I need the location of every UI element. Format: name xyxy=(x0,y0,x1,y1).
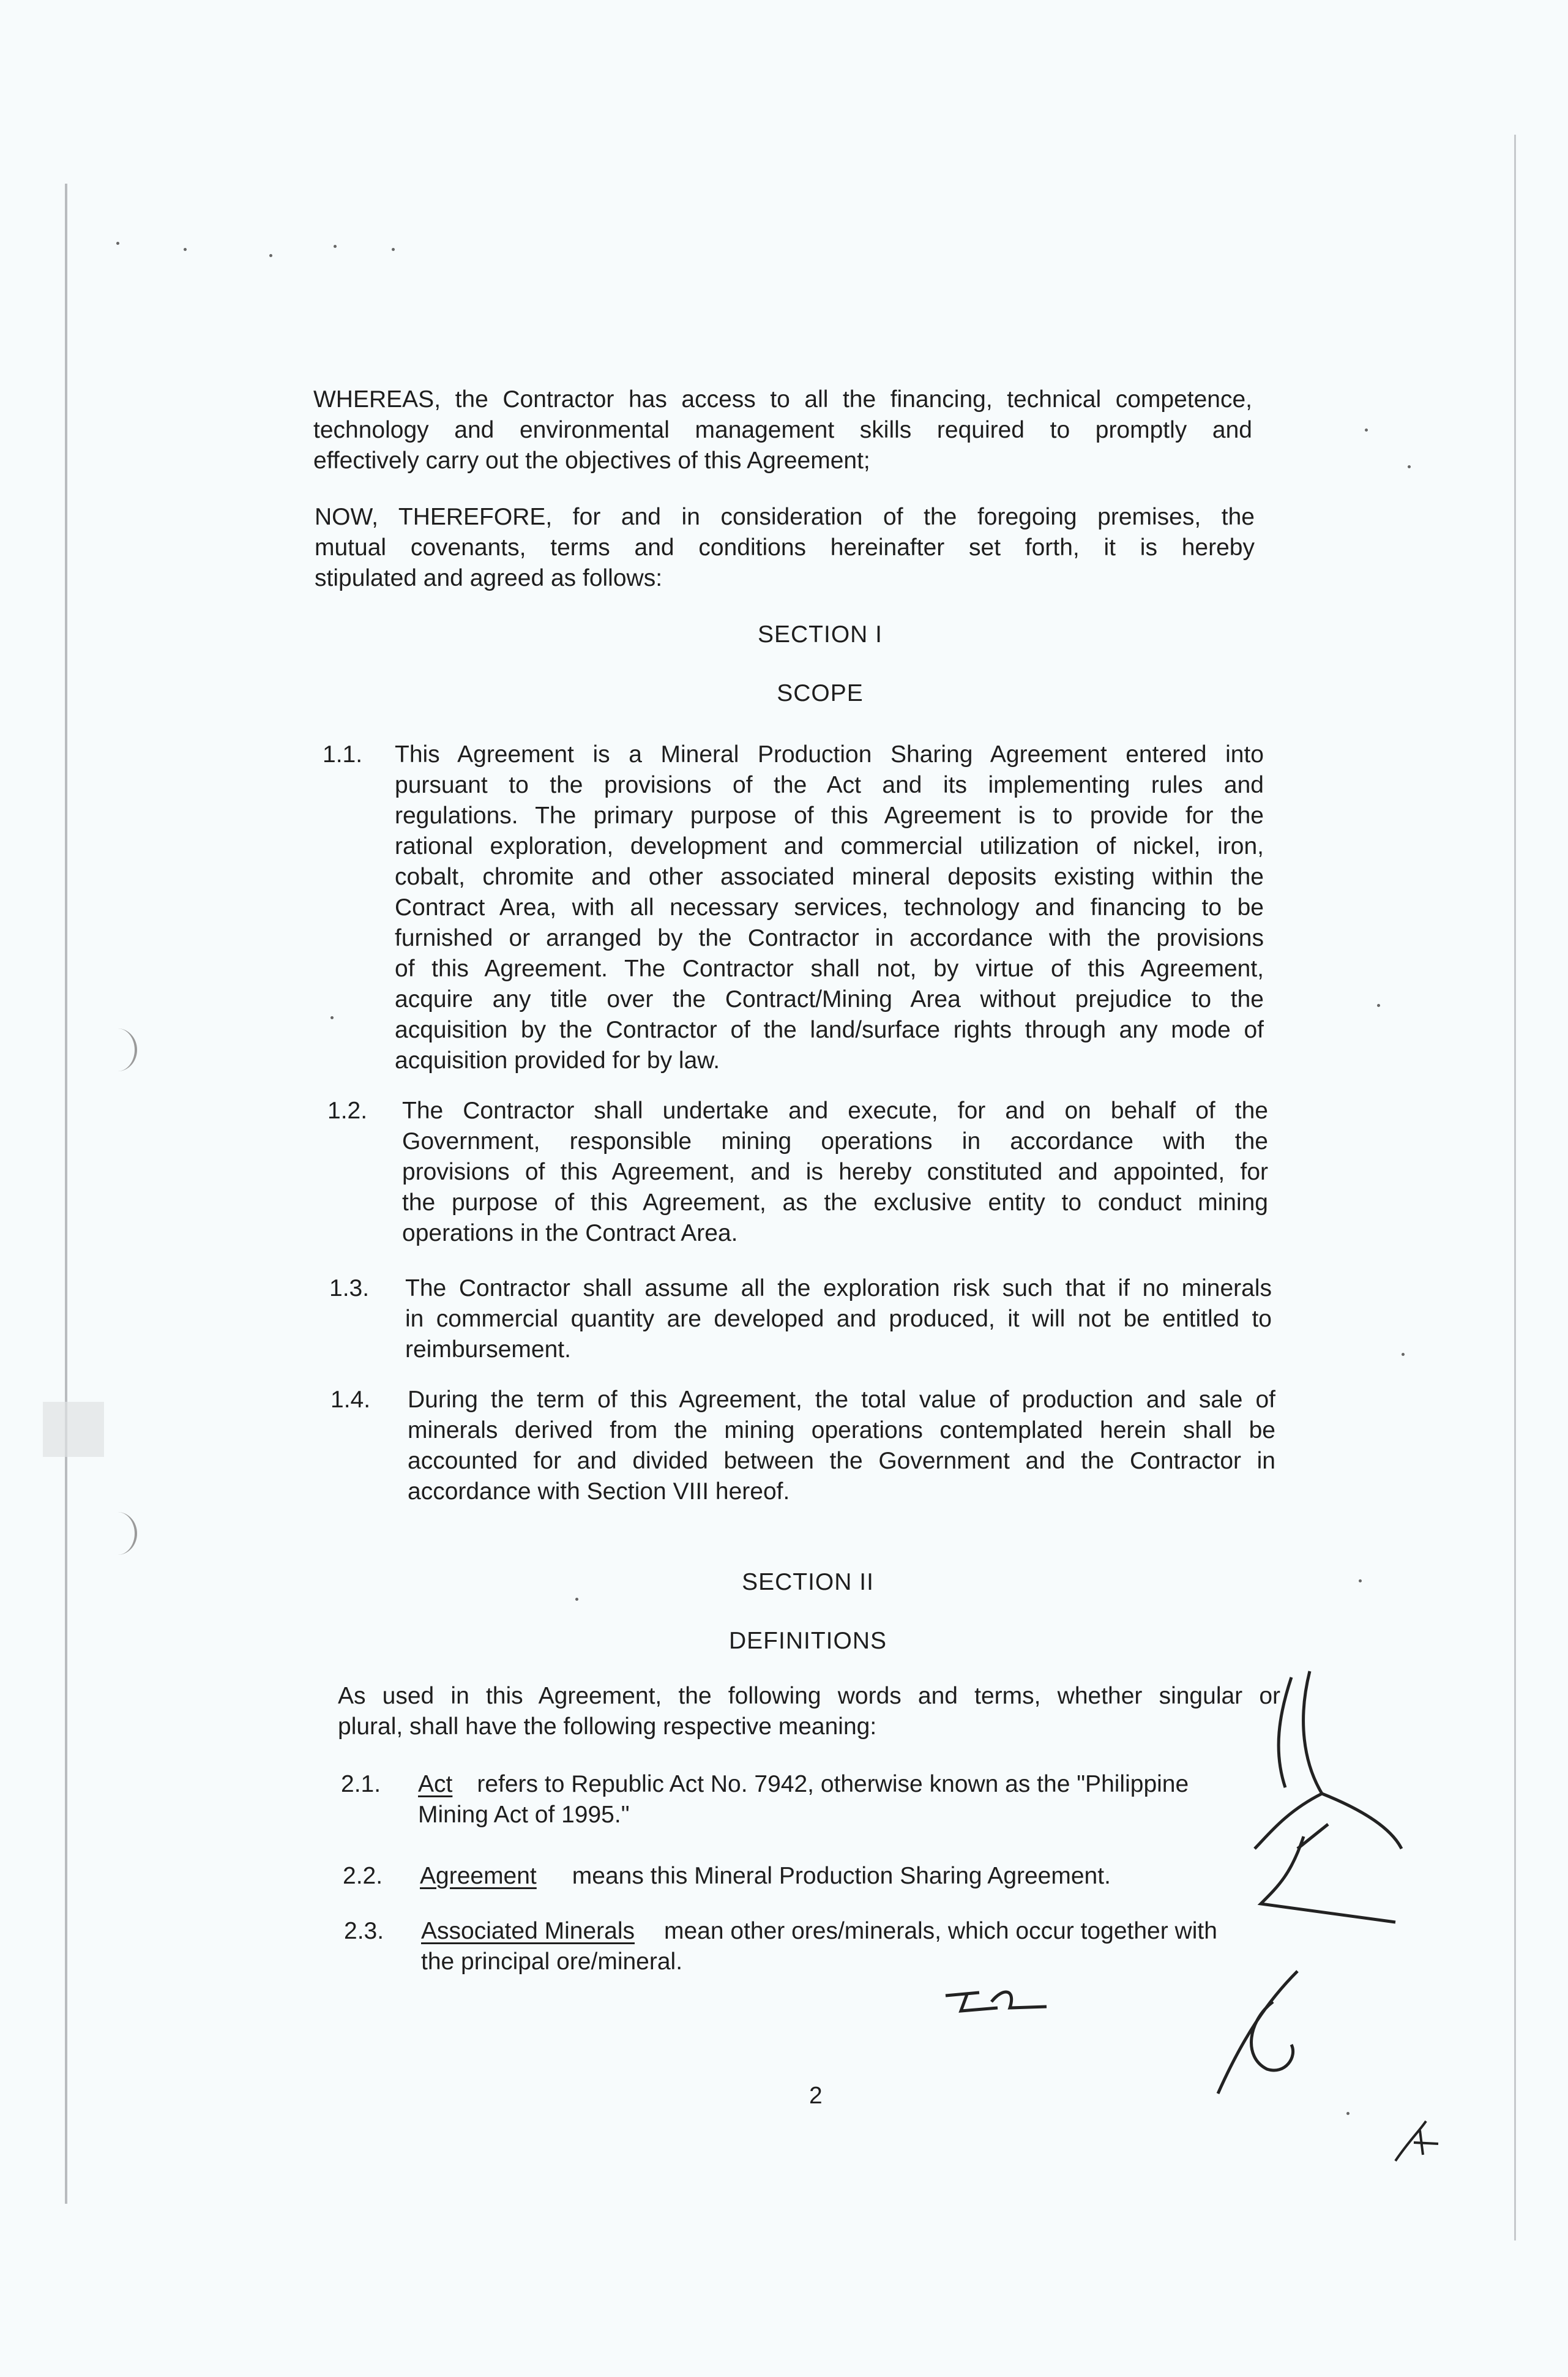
definition-body xyxy=(420,1861,1285,1892)
scan-speck xyxy=(1346,2112,1350,2115)
scan-speck xyxy=(1402,1353,1405,1356)
clause-number: 1.1. xyxy=(323,741,363,768)
text-line: pursuant to the provisions of the Act and its implementing rules and xyxy=(395,772,1264,798)
text-line: The Contractor shall assume all the exploration risk such that if no minerals xyxy=(405,1275,1272,1301)
punch-hole-icon xyxy=(98,1028,137,1071)
clause-1-1 xyxy=(323,739,1265,1082)
text-line: stipulated and agreed as follows: xyxy=(315,565,663,591)
scan-speck xyxy=(269,254,272,257)
clause-body xyxy=(408,1385,1275,1507)
definition-body xyxy=(421,1916,1286,1977)
definition-text: means this Mineral Production Sharing Agreement. xyxy=(572,1863,1111,1889)
text-line: As used in this Agreement, the following words and terms, whether singular or xyxy=(338,1683,1280,1709)
signature-mark-icon xyxy=(1206,1965,1316,2100)
text-line: NOW, THEREFORE, for and in consideration of the foregoing premises, the xyxy=(315,504,1255,530)
scan-speck xyxy=(1408,465,1411,468)
text-line: accounted for and divided between the Government and the Contractor in xyxy=(408,1448,1275,1474)
clause-number: 1.3. xyxy=(329,1275,370,1301)
scan-speck xyxy=(116,242,119,245)
text-line: operations in the Contract Area. xyxy=(402,1220,738,1246)
definition-text: refers to Republic Act No. 7942, otherwise known as the "Philippine xyxy=(477,1771,1189,1797)
now-therefore-paragraph xyxy=(315,502,1255,594)
text-line: During the term of this Agreement, the total value of production and sale of xyxy=(408,1387,1275,1413)
text-line: the principal ore/mineral. xyxy=(421,1948,683,1975)
text-line: accordance with Section VIII hereof. xyxy=(408,1478,790,1505)
text-line: acquisition provided for by law. xyxy=(395,1047,720,1074)
text-line: of this Agreement. The Contractor shall not, by virtue of this Agreement, xyxy=(395,956,1264,982)
definition-2-2 xyxy=(343,1861,1285,1898)
text-line: regulations. The primary purpose of this Agreement is to provide for the xyxy=(395,803,1264,829)
text-line: the purpose of this Agreement, as the exclusive entity to conduct mining xyxy=(402,1189,1268,1216)
scan-speck xyxy=(392,248,395,251)
page-left-edge xyxy=(65,184,67,2204)
whereas-paragraph xyxy=(313,384,1252,476)
section-1-subtitle: SCOPE xyxy=(777,680,864,706)
text-line: minerals derived from the mining operations contemplated herein shall be xyxy=(408,1417,1275,1443)
scan-speck xyxy=(334,245,337,248)
text-line: WHEREAS, the Contractor has access to all the financing, technical competence, xyxy=(313,386,1252,413)
definitions-intro xyxy=(338,1681,1280,1742)
text-line: effectively carry out the objectives of this Agreement; xyxy=(313,447,870,474)
text-line: Government, responsible mining operations in accordance with the xyxy=(402,1128,1268,1155)
definition-number: 2.3. xyxy=(344,1918,384,1944)
text-line: acquisition by the Contractor of the land/surface rights through any mode of xyxy=(395,1017,1264,1043)
defined-term: Act xyxy=(418,1771,453,1797)
section-2-subtitle: DEFINITIONS xyxy=(728,1628,887,1654)
text-line: furnished or arranged by the Contractor in accordance with the provisions xyxy=(395,925,1264,951)
text-line: cobalt, chromite and other associated mineral deposits existing within the xyxy=(395,864,1264,890)
text-line: Contract Area, with all necessary services, technology and financing to be xyxy=(395,894,1264,921)
clause-1-3 xyxy=(329,1273,1272,1371)
clause-body xyxy=(405,1273,1272,1365)
clause-body xyxy=(402,1096,1268,1249)
text-line: Mining Act of 1995." xyxy=(418,1802,630,1828)
text-line: rational exploration, development and commercial utilization of nickel, iron, xyxy=(395,833,1264,859)
text-line: reimbursement. xyxy=(405,1336,571,1363)
clause-1-4 xyxy=(330,1385,1273,1513)
text-line: The Contractor shall undertake and execute, for and on behalf of the xyxy=(402,1098,1268,1124)
signature-mark-icon xyxy=(1230,1665,1414,1934)
definition-number: 2.2. xyxy=(343,1863,383,1889)
text-line: plural, shall have the following respective meaning: xyxy=(338,1713,877,1740)
clause-number: 1.2. xyxy=(327,1098,368,1124)
scan-speck xyxy=(1377,1004,1380,1007)
text-line: mutual covenants, terms and conditions hereinafter set forth, it is hereby xyxy=(315,534,1255,561)
scan-shadow xyxy=(43,1402,104,1457)
text-line: provisions of this Agreement, and is hereby constituted and appointed, for xyxy=(402,1159,1268,1185)
scan-speck xyxy=(184,248,187,251)
definition-2-3 xyxy=(344,1916,1286,1983)
definition-body xyxy=(418,1769,1283,1830)
definition-number: 2.1. xyxy=(341,1771,381,1797)
definition-text: mean other ores/minerals, which occur together with xyxy=(663,1918,1217,1944)
text-line xyxy=(421,1916,1286,1947)
clause-number: 1.4. xyxy=(330,1387,371,1413)
clause-body xyxy=(395,739,1264,1076)
text-line xyxy=(420,1861,1285,1892)
definition-2-1 xyxy=(341,1769,1283,1836)
text-line: This Agreement is a Mineral Production Sharing Agreement entered into xyxy=(395,741,1264,768)
section-2-title: SECTION II xyxy=(742,1569,874,1595)
initials-mark-icon xyxy=(1389,2118,1444,2167)
initials-mark-icon xyxy=(943,1983,1053,2020)
text-line: acquire any title over the Contract/Mining Area without prejudice to the xyxy=(395,986,1264,1013)
page-right-edge xyxy=(1514,135,1516,2240)
clause-1-2 xyxy=(327,1096,1270,1255)
defined-term: Associated Minerals xyxy=(421,1918,635,1944)
section-1-title: SECTION I xyxy=(757,621,883,648)
scan-speck xyxy=(575,1598,578,1601)
text-line xyxy=(418,1769,1283,1800)
defined-term: Agreement xyxy=(420,1863,537,1889)
scan-speck xyxy=(1359,1579,1362,1582)
page-number: 2 xyxy=(809,2083,823,2109)
punch-hole-icon xyxy=(98,1512,137,1555)
text-line: technology and environmental management skills required to promptly and xyxy=(313,417,1252,443)
scan-speck xyxy=(1365,429,1368,432)
text-line: in commercial quantity are developed and produced, it will not be entitled to xyxy=(405,1306,1272,1332)
